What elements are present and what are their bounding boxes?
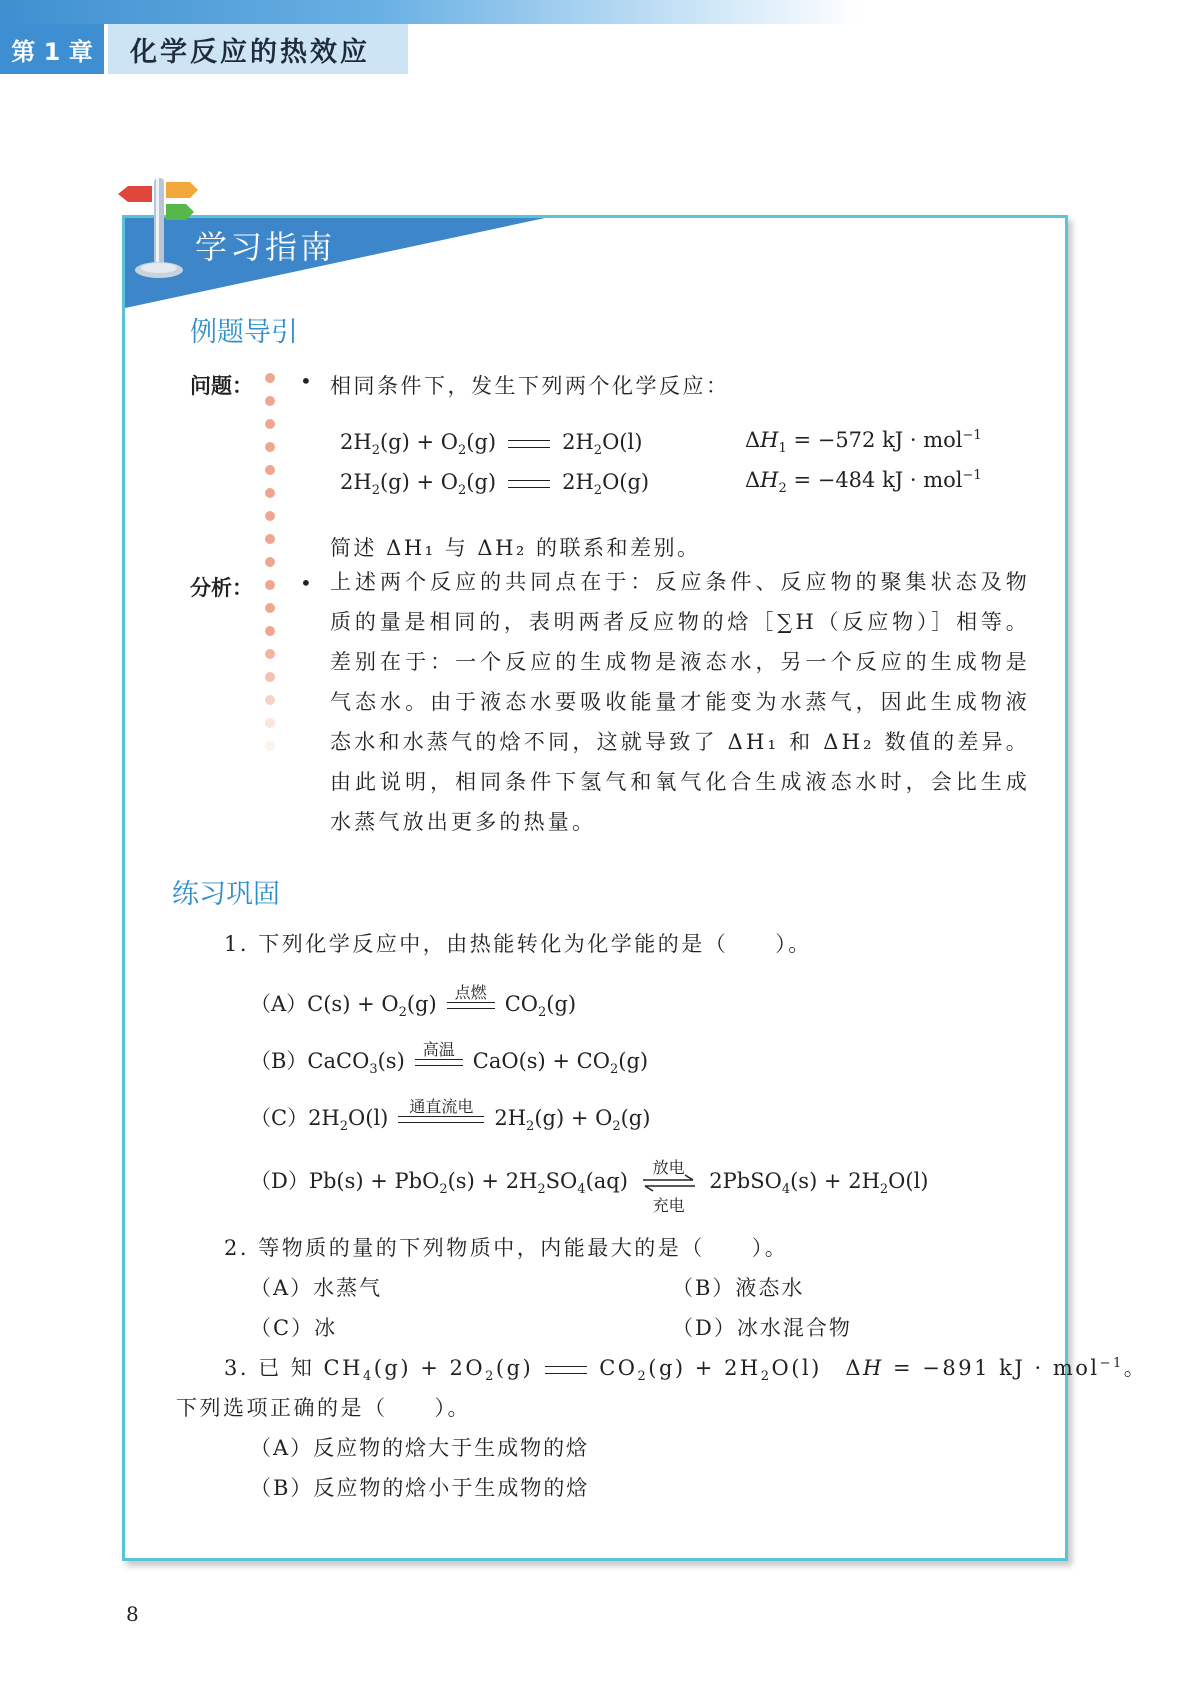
chapter-number: 第 1 章 <box>0 24 104 74</box>
reaction-1-enthalpy: $\Delta H_1 = -572$ kJ · mol$^{-1}$ <box>745 428 982 457</box>
reversible-arrow-icon: 放电 充电 <box>641 1173 697 1193</box>
analysis-bullet: • <box>300 571 312 595</box>
analysis-paragraph: 上述两个反应的共同点在于：反应条件、反应物的聚集状态及物质的量是相同的，表明两者反应物的焓［∑H（反应物）］相等。差别在于：一个反应的生成物是液态水，另一个反应的生成物是气态水。由于液态水要吸收能量才能变为水蒸气，因此生成物液态水和水蒸气的焓不同，这就导致了 ΔH₁ 和 ΔH₂ 数值的差异。由此说明，相同条件下氢气和氧气化合生成液态水时，会比生成水蒸气放出更多的热量。 <box>330 570 1030 834</box>
question-1-stem: 1. 下列化学反应中，由热能转化为化学能的是（ ）。 <box>224 932 812 956</box>
question-3-option-b: （B）反应物的焓小于生成物的焓 <box>250 1476 590 1500</box>
question-2-option-c: （C）冰 <box>250 1316 338 1340</box>
question-1-option-c: $(C)2H_2O(l)$ 通直流电 $2H_2(g) + O_2(g)$ <box>250 1097 651 1135</box>
header-gradient-bar <box>0 0 860 24</box>
question-3-stem-continued: 下列选项正确的是（ ）。 <box>176 1396 471 1420</box>
question-1-option-a: $(A)C(s) + O_2(g)$ 点燃 $CO_2(g)$ <box>250 983 577 1021</box>
question-3-option-a: （A）反应物的焓大于生成物的焓 <box>250 1436 590 1460</box>
banner-title: 学习指南 <box>195 228 336 266</box>
page-number: 8 <box>126 1602 139 1626</box>
question-2-option-a: （A）水蒸气 <box>250 1276 383 1300</box>
practice-heading: 练习巩固 <box>172 879 280 910</box>
example-heading: 例题导引 <box>190 317 298 348</box>
question-1-option-b: （B）CaCO$_3$(s) 高温 $CaO(s) + CO_2(g)$ <box>250 1040 649 1078</box>
question-2-stem: 2. 等物质的量的下列物质中，内能最大的是（ ）。 <box>224 1236 789 1260</box>
question-2-option-b: （B）液态水 <box>672 1276 805 1300</box>
reaction-1: $2H_2(g) + O_2(g)$ $2H_2O(l)$ <box>340 430 643 459</box>
question-3-stem: 3. 已 知 $CH_4(g) + 2O_2(g) CO_2(g) + 2H_2O(l)$ ΔH = −891 kJ · mol$^{-1}$。 <box>224 1356 1148 1385</box>
question-end: 简述 ΔH₁ 与 ΔH₂ 的联系和差别。 <box>330 536 701 560</box>
question-1-option-d: $(D)Pb(s) + PbO_2(s) + 2H_2SO_4(aq)$ 放电 充电 2PbSO$_4$(s) + $2H_2O(l)$ <box>250 1157 929 1215</box>
question-label: 问题： <box>190 374 253 398</box>
dotted-divider <box>262 370 278 760</box>
chapter-title: 化学反应的热效应 <box>108 24 408 74</box>
reaction-2-enthalpy: $\Delta H_2 = -484$ kJ · mol$^{-1}$ <box>745 468 982 497</box>
analysis-label: 分析： <box>190 576 253 600</box>
question-bullet: • <box>300 369 312 393</box>
question-intro: 相同条件下，发生下列两个化学反应： <box>330 374 730 398</box>
question-2-option-d: （D）冰水混合物 <box>672 1316 852 1340</box>
reaction-2: $2H_2(g) + O_2(g)$ $2H_2O(g)$ <box>340 470 650 499</box>
